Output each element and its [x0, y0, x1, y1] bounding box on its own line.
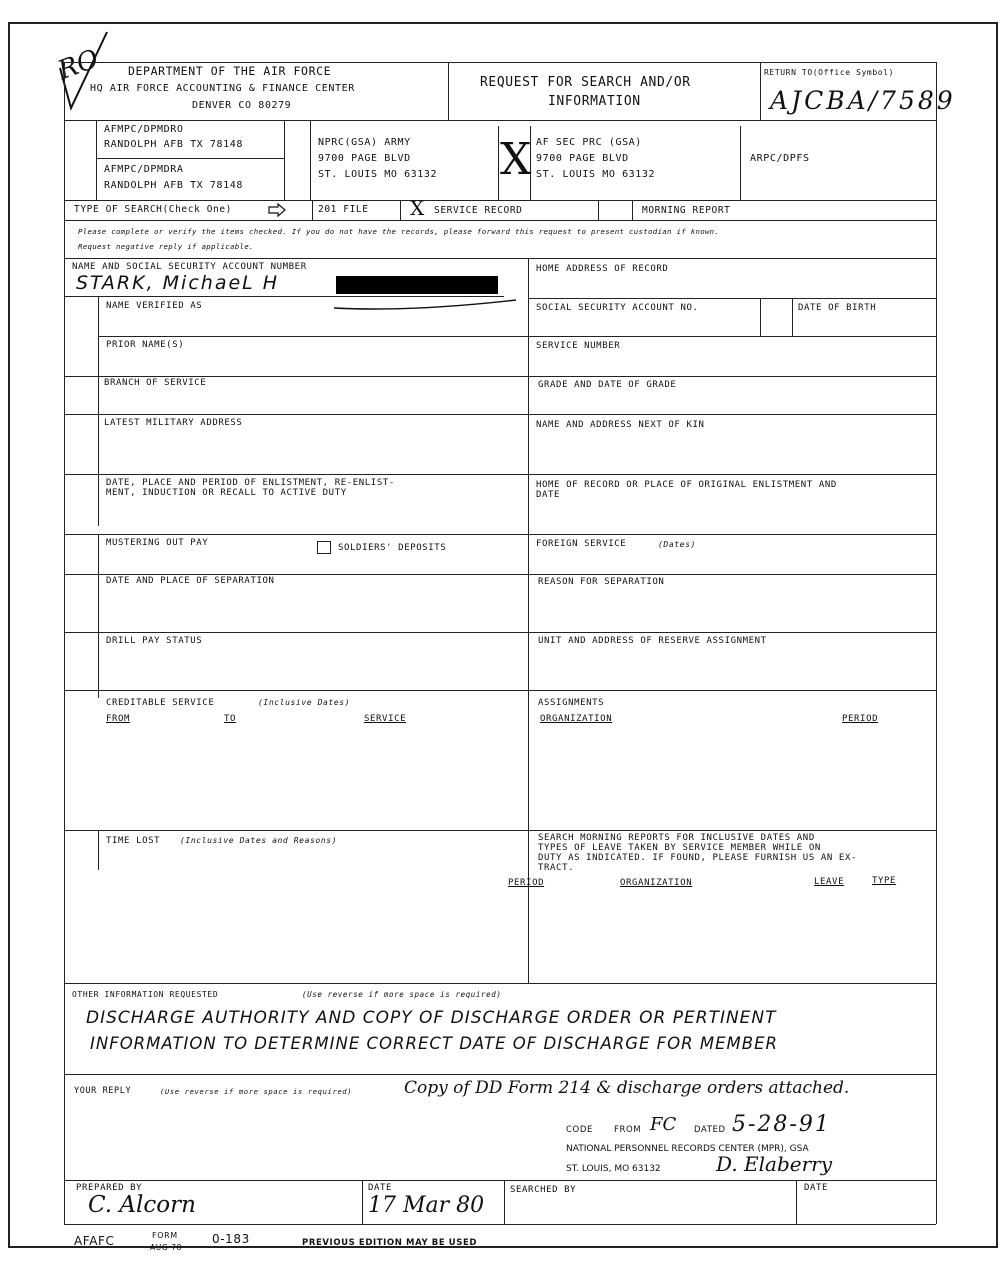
ssn-label: SOCIAL SECURITY ACCOUNT NO.	[536, 303, 699, 313]
rule	[64, 474, 528, 475]
rule	[64, 534, 936, 535]
search-option-service[interactable]: SERVICE RECORD	[434, 205, 523, 216]
rule	[528, 414, 936, 415]
rule	[362, 1180, 363, 1224]
edition-note: PREVIOUS EDITION MAY BE USED	[302, 1238, 478, 1248]
search-morning-4: TRACT.	[538, 863, 575, 873]
from-label: FROM	[106, 714, 131, 724]
addr-afsec-2: 9700 PAGE BLVD	[536, 153, 629, 164]
period-label: PERIOD	[842, 714, 879, 724]
form-title-line2: INFORMATION	[548, 94, 641, 109]
other-info-line2[interactable]: INFORMATION TO DETERMINE CORRECT DATE OF DISCHARGE FOR MEMBER	[90, 1034, 778, 1053]
unit-address-label: UNIT AND ADDRESS OF RESERVE ASSIGNMENT	[538, 636, 767, 646]
addr-afsec-1: AF SEC PRC (GSA)	[536, 137, 642, 148]
form-date: AUG 78	[150, 1243, 182, 1252]
form-number: 0-183	[212, 1232, 250, 1246]
name-verified-label: NAME VERIFIED AS	[106, 301, 203, 311]
organization-label: ORGANIZATION	[540, 714, 613, 724]
rule	[98, 296, 99, 526]
home-record-label-1: HOME OF RECORD OR PLACE OF ORIGINAL ENLISTMENT AND	[536, 480, 837, 490]
searched-by-label: SEARCHED BY	[510, 1185, 577, 1195]
rule	[504, 1180, 505, 1224]
organization2-label: ORGANIZATION	[620, 878, 693, 888]
other-info-line1[interactable]: DISCHARGE AUTHORITY AND COPY OF DISCHARGE ORDER OR PERTINENT	[86, 1008, 777, 1028]
addr-nprc-1: NPRC(GSA) ARMY	[318, 137, 411, 148]
prepared-by-value[interactable]: C. Alcorn	[88, 1192, 196, 1218]
rule	[796, 1180, 797, 1224]
rule	[98, 534, 99, 698]
rule	[64, 1224, 936, 1225]
reply-hint: (Use reverse if more space is required)	[160, 1087, 353, 1096]
rule	[632, 200, 633, 220]
rule	[310, 120, 311, 200]
creditable-hint: (Inclusive Dates)	[258, 698, 351, 707]
rule	[528, 376, 936, 377]
addr-dpmdra-2: RANDOLPH AFB TX 78148	[104, 180, 244, 191]
drill-pay-label: DRILL PAY STATUS	[106, 636, 203, 646]
name-value[interactable]: STARK, MichaeL H	[76, 272, 280, 294]
stamp-line3: ST. LOUIS, MO 63132	[566, 1164, 661, 1174]
addr-dpmdro-2: RANDOLPH AFB TX 78148	[104, 139, 244, 150]
home-address-label: HOME ADDRESS OF RECORD	[536, 264, 669, 274]
stamp-signature: D. Elaberry	[716, 1152, 833, 1176]
rule	[64, 1074, 936, 1075]
rule	[312, 200, 313, 220]
search-option-201[interactable]: 201 FILE	[318, 204, 369, 215]
mustering-label: MUSTERING OUT PAY	[106, 538, 209, 548]
other-info-hint: (Use reverse if more space is required)	[302, 990, 502, 999]
arrow-right-icon	[268, 203, 286, 217]
stamp-from-value: FC	[650, 1114, 677, 1135]
search-type-label: TYPE OF SEARCH(Check One)	[74, 204, 232, 215]
rule	[400, 200, 401, 220]
stamp-from: FROM	[614, 1125, 642, 1135]
search-morning-3: DUTY AS INDICATED. IF FOUND, PLEASE FURNISH US AN EX-	[538, 853, 857, 863]
form-agency: AFAFC	[74, 1234, 115, 1248]
type-label: TYPE	[872, 876, 897, 886]
rule	[64, 200, 936, 201]
stamp-date-value: 5-28-91	[732, 1112, 831, 1137]
rule	[936, 1180, 937, 1224]
assignments-label: ASSIGNMENTS	[538, 698, 605, 708]
date2-label: DATE	[804, 1183, 829, 1193]
rule	[760, 62, 761, 120]
rule	[498, 126, 499, 200]
rule	[598, 200, 599, 220]
rule	[64, 376, 528, 377]
rule	[448, 62, 449, 120]
home-record-label-2: DATE	[536, 490, 561, 500]
branch-label: BRANCH OF SERVICE	[104, 378, 207, 388]
service-number-label: SERVICE NUMBER	[536, 341, 621, 351]
rule	[64, 830, 936, 831]
date-value[interactable]: 17 Mar 80	[368, 1193, 485, 1218]
rule	[64, 62, 936, 63]
hand-stroke	[330, 294, 520, 314]
date-label: DATE	[368, 1183, 393, 1193]
prior-names-label: PRIOR NAME(S)	[106, 340, 185, 350]
latest-address-label: LATEST MILITARY ADDRESS	[104, 418, 243, 428]
rule	[64, 983, 936, 984]
rule	[96, 120, 97, 200]
reply-label: YOUR REPLY	[74, 1086, 132, 1096]
service-record-check-mark: X	[410, 196, 425, 220]
service-col-label: SERVICE	[364, 714, 407, 724]
rule	[64, 632, 936, 633]
rule	[64, 220, 936, 221]
reason-label: REASON FOR SEPARATION	[538, 577, 665, 587]
rule	[64, 120, 936, 121]
addr-dpmdro-1: AFMPC/DPMDRO	[104, 124, 184, 135]
rule	[792, 298, 793, 336]
form-word: FORM	[152, 1231, 178, 1240]
rule	[64, 1180, 65, 1224]
time-lost-hint: (Inclusive Dates and Reasons)	[180, 836, 338, 845]
rule	[98, 830, 99, 870]
rule	[528, 336, 936, 337]
dob-label: DATE OF BIRTH	[798, 303, 877, 313]
creditable-label: CREDITABLE SERVICE	[106, 698, 215, 708]
rule	[936, 62, 937, 1186]
instructions-1: Please complete or verify the items checked. If you do not have the records, please forward this request to present custodian if known.	[78, 227, 720, 236]
return-to-value: AJCBA/7589	[770, 86, 956, 115]
rule	[740, 126, 741, 200]
instructions-2: Request negative reply if applicable.	[78, 242, 254, 251]
rule	[64, 414, 528, 415]
name-ssn-label: NAME AND SOCIAL SECURITY ACCOUNT NUMBER	[72, 262, 307, 272]
rule	[64, 690, 936, 691]
rule	[96, 158, 284, 159]
dept-line1: DEPARTMENT OF THE AIR FORCE	[128, 64, 332, 78]
dept-line3: DENVER CO 80279	[192, 100, 292, 111]
to-label: TO	[224, 714, 237, 724]
addr-arpc: ARPC/DPFS	[750, 153, 810, 164]
addr-dpmdra-1: AFMPC/DPMDRA	[104, 164, 184, 175]
reply-handwritten[interactable]: Copy of DD Form 214 & discharge orders attached.	[404, 1078, 850, 1098]
form-title-line1: REQUEST FOR SEARCH AND/OR	[480, 75, 691, 90]
enlistment-label-2: MENT, INDUCTION OR RECALL TO ACTIVE DUTY	[106, 488, 347, 498]
dept-line2: HQ AIR FORCE ACCOUNTING & FINANCE CENTER	[90, 83, 355, 94]
soldiers-deposits-label: SOLDIERS' DEPOSITS	[338, 543, 447, 553]
search-morning-1: SEARCH MORNING REPORTS FOR INCLUSIVE DATES AND	[538, 833, 815, 843]
rule	[528, 298, 936, 299]
stamp-code: CODE	[566, 1125, 593, 1135]
corner-mark: RO	[54, 43, 103, 87]
soldiers-deposits-checkbox[interactable]	[317, 541, 331, 554]
search-option-morning[interactable]: MORNING REPORT	[642, 205, 731, 216]
addr-nprc-2: 9700 PAGE BLVD	[318, 153, 411, 164]
rule	[760, 298, 761, 336]
rule	[284, 120, 285, 200]
prepared-by-label: PREPARED BY	[76, 1183, 143, 1193]
addr-nprc-3: ST. LOUIS MO 63132	[318, 169, 438, 180]
search-morning-2: TYPES OF LEAVE TAKEN BY SERVICE MEMBER WHILE ON	[538, 843, 821, 853]
next-of-kin-label: NAME AND ADDRESS NEXT OF KIN	[536, 420, 705, 430]
rule	[64, 62, 65, 1186]
rule	[528, 258, 529, 983]
ssn-redaction	[336, 276, 498, 294]
time-lost-label: TIME LOST	[106, 836, 161, 846]
foreign-service-label: FOREIGN SERVICE	[536, 539, 627, 549]
return-to-label: RETURN TO(Office Symbol)	[764, 68, 894, 77]
rule	[64, 1180, 936, 1181]
stamp-dated: DATED	[694, 1125, 726, 1135]
rule	[98, 336, 528, 337]
enlistment-label-1: DATE, PLACE AND PERIOD OF ENLISTMENT, RE-ENLIST-	[106, 478, 395, 488]
af-sec-check-mark: X	[500, 134, 532, 185]
rule	[64, 574, 936, 575]
addr-afsec-3: ST. LOUIS MO 63132	[536, 169, 656, 180]
period2-label: PERIOD	[508, 878, 545, 888]
stamp-line2: NATIONAL PERSONNEL RECORDS CENTER (MPR), GSA	[566, 1144, 809, 1154]
rule	[64, 258, 936, 259]
separation-label: DATE AND PLACE OF SEPARATION	[106, 576, 275, 586]
foreign-service-hint: (Dates)	[658, 540, 696, 549]
rule	[528, 474, 936, 475]
leave-label: LEAVE	[814, 877, 845, 887]
other-info-label: OTHER INFORMATION REQUESTED	[72, 990, 219, 999]
grade-label: GRADE AND DATE OF GRADE	[538, 380, 677, 390]
